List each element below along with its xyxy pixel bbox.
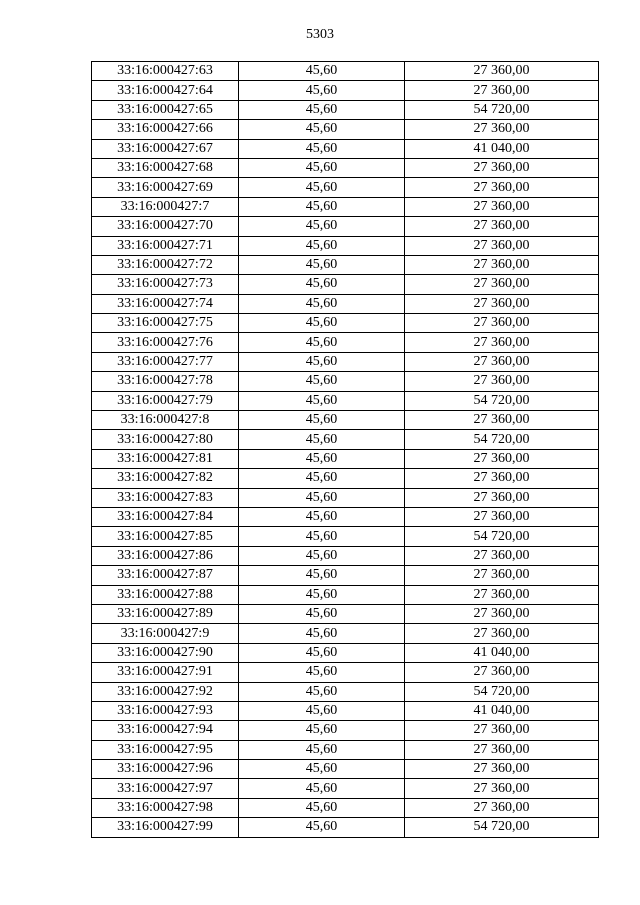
cadastral-number-cell: 33:16:000427:87 xyxy=(92,566,239,585)
area-cell: 45,60 xyxy=(239,721,405,740)
area-cell: 45,60 xyxy=(239,158,405,177)
table-row xyxy=(92,798,599,817)
area-cell: 45,60 xyxy=(239,624,405,643)
cadastral-number-cell: 33:16:000427:67 xyxy=(92,139,239,158)
area-cell: 45,60 xyxy=(239,236,405,255)
amount-cell: 41 040,00 xyxy=(405,139,599,158)
area-cell: 45,60 xyxy=(239,643,405,662)
area-cell: 45,60 xyxy=(239,507,405,526)
table-row xyxy=(92,294,599,313)
cadastral-number-cell: 33:16:000427:68 xyxy=(92,158,239,177)
area-cell: 45,60 xyxy=(239,294,405,313)
amount-cell: 27 360,00 xyxy=(405,469,599,488)
cadastral-table xyxy=(91,61,599,838)
amount-cell: 54 720,00 xyxy=(405,430,599,449)
cadastral-number-cell: 33:16:000427:65 xyxy=(92,100,239,119)
cadastral-number-cell: 33:16:000427:74 xyxy=(92,294,239,313)
cadastral-number-cell: 33:16:000427:97 xyxy=(92,779,239,798)
table-body xyxy=(92,62,599,838)
table-row xyxy=(92,779,599,798)
cadastral-number-cell: 33:16:000427:83 xyxy=(92,488,239,507)
amount-cell: 27 360,00 xyxy=(405,740,599,759)
cadastral-number-cell: 33:16:000427:71 xyxy=(92,236,239,255)
area-cell: 45,60 xyxy=(239,818,405,837)
table-row xyxy=(92,721,599,740)
amount-cell: 27 360,00 xyxy=(405,275,599,294)
cadastral-number-cell: 33:16:000427:70 xyxy=(92,217,239,236)
table-row xyxy=(92,352,599,371)
table-row xyxy=(92,158,599,177)
area-cell: 45,60 xyxy=(239,449,405,468)
amount-cell: 27 360,00 xyxy=(405,546,599,565)
table-row xyxy=(92,663,599,682)
cadastral-number-cell: 33:16:000427:84 xyxy=(92,507,239,526)
amount-cell: 27 360,00 xyxy=(405,798,599,817)
area-cell: 45,60 xyxy=(239,372,405,391)
cadastral-number-cell: 33:16:000427:78 xyxy=(92,372,239,391)
table-row xyxy=(92,604,599,623)
cadastral-number-cell: 33:16:000427:76 xyxy=(92,333,239,352)
cadastral-number-cell: 33:16:000427:69 xyxy=(92,178,239,197)
cadastral-number-cell: 33:16:000427:64 xyxy=(92,81,239,100)
area-cell: 45,60 xyxy=(239,740,405,759)
table-row xyxy=(92,585,599,604)
cadastral-number-cell: 33:16:000427:99 xyxy=(92,818,239,837)
amount-cell: 27 360,00 xyxy=(405,779,599,798)
amount-cell: 27 360,00 xyxy=(405,566,599,585)
table-row xyxy=(92,546,599,565)
area-cell: 45,60 xyxy=(239,760,405,779)
table-row xyxy=(92,139,599,158)
cadastral-number-cell: 33:16:000427:73 xyxy=(92,275,239,294)
area-cell: 45,60 xyxy=(239,197,405,216)
amount-cell: 41 040,00 xyxy=(405,643,599,662)
cadastral-number-cell: 33:16:000427:77 xyxy=(92,352,239,371)
area-cell: 45,60 xyxy=(239,352,405,371)
table-row xyxy=(92,507,599,526)
table-row xyxy=(92,81,599,100)
amount-cell: 27 360,00 xyxy=(405,721,599,740)
amount-cell: 27 360,00 xyxy=(405,333,599,352)
cadastral-number-cell: 33:16:000427:93 xyxy=(92,701,239,720)
cadastral-number-cell: 33:16:000427:86 xyxy=(92,546,239,565)
amount-cell: 27 360,00 xyxy=(405,449,599,468)
cadastral-number-cell: 33:16:000427:81 xyxy=(92,449,239,468)
table-row xyxy=(92,701,599,720)
amount-cell: 54 720,00 xyxy=(405,100,599,119)
table-row xyxy=(92,682,599,701)
table-row xyxy=(92,62,599,81)
amount-cell: 27 360,00 xyxy=(405,760,599,779)
cadastral-number-cell: 33:16:000427:88 xyxy=(92,585,239,604)
area-cell: 45,60 xyxy=(239,391,405,410)
cadastral-number-cell: 33:16:000427:91 xyxy=(92,663,239,682)
amount-cell: 54 720,00 xyxy=(405,391,599,410)
amount-cell: 27 360,00 xyxy=(405,585,599,604)
amount-cell: 27 360,00 xyxy=(405,507,599,526)
table-row xyxy=(92,178,599,197)
table-row xyxy=(92,217,599,236)
amount-cell: 27 360,00 xyxy=(405,663,599,682)
amount-cell: 27 360,00 xyxy=(405,352,599,371)
area-cell: 45,60 xyxy=(239,333,405,352)
amount-cell: 27 360,00 xyxy=(405,217,599,236)
table-row xyxy=(92,566,599,585)
cadastral-number-cell: 33:16:000427:98 xyxy=(92,798,239,817)
table-row xyxy=(92,120,599,139)
amount-cell: 27 360,00 xyxy=(405,411,599,430)
area-cell: 45,60 xyxy=(239,217,405,236)
amount-cell: 54 720,00 xyxy=(405,818,599,837)
area-cell: 45,60 xyxy=(239,62,405,81)
cadastral-number-cell: 33:16:000427:72 xyxy=(92,255,239,274)
cadastral-number-cell: 33:16:000427:82 xyxy=(92,469,239,488)
table-row xyxy=(92,643,599,662)
amount-cell: 27 360,00 xyxy=(405,314,599,333)
amount-cell: 27 360,00 xyxy=(405,62,599,81)
amount-cell: 54 720,00 xyxy=(405,527,599,546)
cadastral-number-cell: 33:16:000427:85 xyxy=(92,527,239,546)
table-row xyxy=(92,624,599,643)
table-row xyxy=(92,314,599,333)
table-row xyxy=(92,740,599,759)
area-cell: 45,60 xyxy=(239,178,405,197)
amount-cell: 27 360,00 xyxy=(405,178,599,197)
amount-cell: 27 360,00 xyxy=(405,604,599,623)
cadastral-number-cell: 33:16:000427:89 xyxy=(92,604,239,623)
page-number: 5303 xyxy=(306,27,334,42)
cadastral-number-cell: 33:16:000427:9 xyxy=(92,624,239,643)
amount-cell: 27 360,00 xyxy=(405,81,599,100)
area-cell: 45,60 xyxy=(239,546,405,565)
area-cell: 45,60 xyxy=(239,779,405,798)
table-row xyxy=(92,760,599,779)
table-row xyxy=(92,430,599,449)
area-cell: 45,60 xyxy=(239,275,405,294)
area-cell: 45,60 xyxy=(239,488,405,507)
table-row xyxy=(92,391,599,410)
table-row xyxy=(92,333,599,352)
table-row xyxy=(92,411,599,430)
amount-cell: 41 040,00 xyxy=(405,701,599,720)
area-cell: 45,60 xyxy=(239,663,405,682)
area-cell: 45,60 xyxy=(239,469,405,488)
area-cell: 45,60 xyxy=(239,411,405,430)
table-row xyxy=(92,197,599,216)
area-cell: 45,60 xyxy=(239,585,405,604)
amount-cell: 27 360,00 xyxy=(405,120,599,139)
cadastral-number-cell: 33:16:000427:96 xyxy=(92,760,239,779)
cadastral-number-cell: 33:16:000427:66 xyxy=(92,120,239,139)
amount-cell: 27 360,00 xyxy=(405,294,599,313)
area-cell: 45,60 xyxy=(239,604,405,623)
cadastral-number-cell: 33:16:000427:75 xyxy=(92,314,239,333)
amount-cell: 27 360,00 xyxy=(405,624,599,643)
area-cell: 45,60 xyxy=(239,314,405,333)
cadastral-number-cell: 33:16:000427:79 xyxy=(92,391,239,410)
table-row xyxy=(92,818,599,837)
area-cell: 45,60 xyxy=(239,120,405,139)
amount-cell: 27 360,00 xyxy=(405,197,599,216)
amount-cell: 27 360,00 xyxy=(405,488,599,507)
area-cell: 45,60 xyxy=(239,566,405,585)
table-row xyxy=(92,275,599,294)
amount-cell: 27 360,00 xyxy=(405,372,599,391)
amount-cell: 27 360,00 xyxy=(405,236,599,255)
amount-cell: 27 360,00 xyxy=(405,255,599,274)
amount-cell: 27 360,00 xyxy=(405,158,599,177)
area-cell: 45,60 xyxy=(239,527,405,546)
area-cell: 45,60 xyxy=(239,430,405,449)
table-row xyxy=(92,527,599,546)
cadastral-number-cell: 33:16:000427:80 xyxy=(92,430,239,449)
table-row xyxy=(92,100,599,119)
table-row xyxy=(92,469,599,488)
cadastral-number-cell: 33:16:000427:94 xyxy=(92,721,239,740)
area-cell: 45,60 xyxy=(239,255,405,274)
cadastral-number-cell: 33:16:000427:63 xyxy=(92,62,239,81)
cadastral-number-cell: 33:16:000427:7 xyxy=(92,197,239,216)
table-row xyxy=(92,488,599,507)
area-cell: 45,60 xyxy=(239,81,405,100)
amount-cell: 54 720,00 xyxy=(405,682,599,701)
area-cell: 45,60 xyxy=(239,682,405,701)
cadastral-number-cell: 33:16:000427:92 xyxy=(92,682,239,701)
area-cell: 45,60 xyxy=(239,701,405,720)
area-cell: 45,60 xyxy=(239,139,405,158)
cadastral-number-cell: 33:16:000427:95 xyxy=(92,740,239,759)
table-row xyxy=(92,372,599,391)
table-row xyxy=(92,236,599,255)
area-cell: 45,60 xyxy=(239,100,405,119)
table-row xyxy=(92,449,599,468)
cadastral-number-cell: 33:16:000427:8 xyxy=(92,411,239,430)
table-row xyxy=(92,255,599,274)
area-cell: 45,60 xyxy=(239,798,405,817)
cadastral-number-cell: 33:16:000427:90 xyxy=(92,643,239,662)
